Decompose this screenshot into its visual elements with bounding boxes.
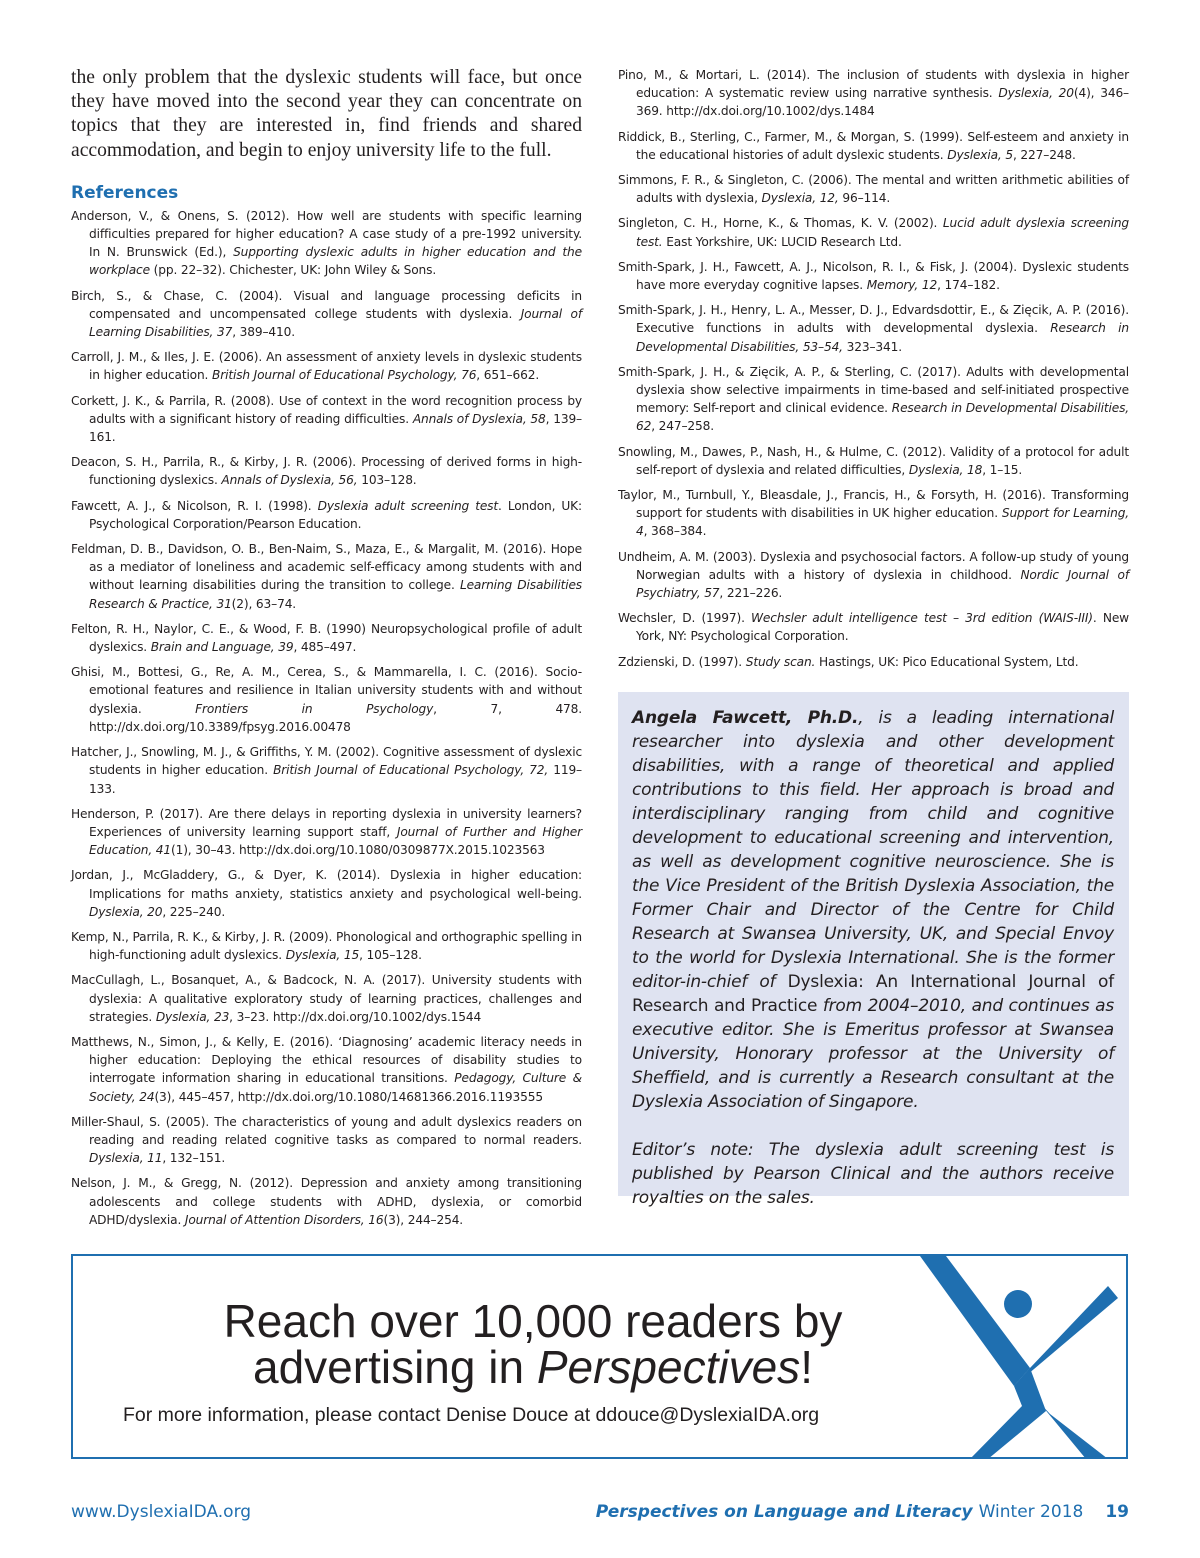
- reference-entry: Undheim, A. M. (2003). Dyslexia and psychosocial factors. A follow-up study of young Norwegian adults with a history of dyslexia in childhood. Nordic Journal of Psychiatry, 57, 221–226.: [618, 549, 1130, 601]
- author-name: Angela Fawcett, Ph.D.: [632, 708, 859, 728]
- ad-headline: [163, 1295, 903, 1393]
- bio-text-2: from 2004–2010, and continues as executive editor. She is Emeritus professor at Swansea University, Honorary professor at the University of Sheffield, and is currently a Research consultant at the Dyslexia Association of Singapore.: [632, 996, 1114, 1112]
- logo-lower-body: [970, 1368, 1046, 1459]
- reference-entry: Hatcher, J., Snowling, M. J., & Griffiths, Y. M. (2002). Cognitive assessment of dyslexic students in higher education. British Journal of Educational Psychology, 72, 119–133.: [71, 745, 582, 796]
- footer-issue: Winter 2018: [978, 1502, 1084, 1522]
- reference-entry: Miller-Shaul, S. (2005). The characteristics of young and adult dyslexics readers on reading and reading related cognitive tasks as compared to normal readers. Dyslexia, 11, 132–151.: [71, 1114, 582, 1166]
- reference-entry: Smith-Spark, J. H., & Zięcik, A. P., & Sterling, C. (2017). Adults with developmental dyslexia show selective impairments in time-based and self-initiated prospective memory: Self-report and clinical evidence. Research in Developmental Disabilities, 62, 247–258.: [618, 364, 1129, 434]
- ad-headline-line2: advertising in Perspectives!: [253, 1341, 813, 1393]
- logo-head: [1004, 1290, 1032, 1318]
- footer-website[interactable]: www.DyslexiaIDA.org: [71, 1502, 252, 1522]
- reference-entry: Henderson, P. (2017). Are there delays in reporting dyslexia in university learners? Experiences of university learning support staff, Journal of Further and Higher Education, 41(1), 30–43. http://dx.doi.org/10.1080/0309877X.2015.1023563: [71, 806, 582, 858]
- reference-entry: Wechsler, D. (1997). Wechsler adult intelligence test – 3rd edition (WAIS-III). New York, NY: Psychological Corporation.: [618, 611, 1129, 644]
- footer-page-number: 19: [1105, 1502, 1129, 1522]
- footer-right: [596, 1502, 1129, 1522]
- reference-entry: MacCullagh, L., Bosanquet, A., & Badcock, N. A. (2017). University students with dyslexia: A qualitative exploratory study of learning practices, challenges and strategies. Dyslexia, 23, 3–23. http://dx.doi.org/10.1002/dys.1544: [71, 973, 582, 1024]
- bio-text-1: , is a leading international researcher into dyslexia and other development disabilities, with a range of theoretical and applied contributions to this field. Her approach is broad and interdisciplinary ranging from child and cognitive development to educational screening and intervention, as well as development cognitive neuroscience. She is the Vice President of the British Dyslexia Association, the Former Chair and Director of the Centre for Child Research at Swansea University, UK, and Special Envoy to the world for Dyslexia International. She is the former editor-in-chief of: [632, 708, 1115, 992]
- reference-entry: Anderson, V., & Onens, S. (2012). How well are students with specific learning difficulties prepared for higher education? A case study of a pre-1992 university. In N. Brunswick (Ed.), Supporting dyslexic adults in higher education and the workplace (pp. 22–32). Chichester, UK: John Wiley & Sons.: [71, 208, 582, 278]
- reference-entry: Deacon, S. H., Parrila, R., & Kirby, J. R. (2006). Processing of derived forms in high-functioning dyslexics. Annals of Dyslexia, 56, 103–128.: [71, 455, 582, 488]
- reference-entry: Jordan, J., McGladdery, G., & Dyer, K. (2014). Dyslexia in higher education: Implications for maths anxiety, statistics anxiety and psychological well-being. Dyslexia, 20, 225–240.: [71, 868, 582, 919]
- reference-entry: Ghisi, M., Bottesi, G., Re, A. M., Cerea, S., & Mammarella, I. C. (2016). Socio-emotional features and resilience in Italian university students with and without dyslexia. Frontiers in Psychology, 7, 478. http://dx.doi.org/10.3389/fpsyg.2016.00478: [71, 665, 582, 734]
- reference-entry: Pino, M., & Mortari, L. (2014). The inclusion of students with dyslexia in higher education: A systematic review using narrative synthesis. Dyslexia, 20(4), 346–369. http://dx.doi.org/10.1002/dys.1484: [618, 68, 1129, 119]
- reference-entry: Matthews, N., Simon, J., & Kelly, E. (2016). ‘Diagnosing’ academic literacy needs in higher education: Deploying the ethical resources of disability studies to interrogate information sharing in educational transitions. Pedagogy, Culture & Society, 24(3), 445–457, http://dx.doi.org/10.1080/14681366.2016.1193555: [71, 1034, 583, 1104]
- reference-entry: Simmons, F. R., & Singleton, C. (2006). The mental and written arithmetic abilities of adults with dyslexia, Dyslexia, 12, 96–114.: [618, 173, 1129, 206]
- reference-entry: Singleton, C. H., Horne, K., & Thomas, K. V. (2002). Lucid adult dyslexia screening test. East Yorkshire, UK: LUCID Research Ltd.: [618, 216, 1129, 249]
- reference-entry: Taylor, M., Turnbull, Y., Bleasdale, J., Francis, H., & Forsyth, H. (2016). Transforming support for students with disabilities in UK higher education. Support for Learning, 4, 368–384.: [618, 488, 1130, 539]
- reference-entry: Corkett, J. K., & Parrila, R. (2008). Use of context in the word recognition process by adults with a significant history of reading difficulties. Annals of Dyslexia, 58, 139–161.: [71, 393, 582, 445]
- reference-entry: Felton, R. H., Naylor, C. E., & Wood, F. B. (1990) Neuropsychological profile of adult dyslexics. Brain and Language, 39, 485–497.: [71, 621, 582, 655]
- reference-entry: Zdzienski, D. (1997). Study scan. Hastings, UK: Pico Educational System, Ltd.: [618, 654, 1079, 669]
- references-list-right: [618, 66, 1129, 671]
- right-column: [618, 66, 1129, 678]
- advertisement-box[interactable]: [71, 1254, 1128, 1459]
- ida-figure-logo-icon: [918, 1256, 1118, 1459]
- bio-journal: Dyslexia: An International Journal of Research and Practice: [632, 972, 1114, 1016]
- ad-contact[interactable]: For more information, please contact Denise Douce at ddouce@DyslexiaIDA.org: [123, 1404, 820, 1426]
- references-heading: References: [71, 182, 179, 203]
- intro-paragraph: the only problem that the dyslexic students will face, but once they have moved into the second year they can concentrate on topics that they are interested in, find friends and shared accommodation, and begin to enjoy university life to the full.: [71, 67, 582, 161]
- author-bio-box: [618, 692, 1129, 1208]
- reference-entry: Snowling, M., Dawes, P., Nash, H., & Hulme, C. (2012). Validity of a protocol for adult self-report of dyslexia and related difficulties, Dyslexia, 18, 1–15.: [618, 444, 1129, 477]
- reference-entry: Carroll, J. M., & Iles, J. E. (2006). An assessment of anxiety levels in dyslexic students in higher education. British Journal of Educational Psychology, 76, 651–662.: [71, 350, 582, 383]
- ad-headline-line1: Reach over 10,000 readers by: [223, 1295, 843, 1347]
- logo-right-leg: [1038, 1401, 1108, 1459]
- footer-journal: Perspectives on Language and Literacy: [595, 1502, 973, 1522]
- reference-entry: Smith-Spark, J. H., Henry, L. A., Messer, D. J., Edvardsdottir, E., & Zięcik, A. P. (2016). Executive functions in adults with developmental dyslexia. Research in Developmental Disabilities, 53–54, 323–341.: [618, 303, 1129, 354]
- author-bio: [632, 706, 1114, 1114]
- reference-entry: Birch, S., & Chase, C. (2004). Visual and language processing deficits in compensated and uncompensated college students with dyslexia. Journal of Learning Disabilities, 37, 389–410.: [71, 288, 582, 340]
- left-column: [71, 66, 582, 1236]
- reference-entry: Feldman, D. B., Davidson, O. B., Ben-Naim, S., Maza, E., & Margalit, M. (2016). Hope as a mediator of loneliness and academic self-efficacy among students with and without learning disabilities during the transition to college. Learning Disabilities Research & Practice, 31(2), 63–74.: [71, 542, 582, 611]
- logo-left-arm: [920, 1256, 1030, 1386]
- reference-entry: Smith-Spark, J. H., Fawcett, A. J., Nicolson, R. I., & Fisk, J. (2004). Dyslexic students have more everyday cognitive lapses. Memory, 12, 174–182.: [618, 259, 1129, 293]
- reference-entry: Nelson, J. M., & Gregg, N. (2012). Depression and anxiety among transitioning adolescents and college students with ADHD, dyslexia, or comorbid ADHD/dyslexia. Journal of Attention Disorders, 16(3), 244–254.: [71, 1176, 582, 1227]
- reference-entry: Riddick, B., Sterling, C., Farmer, M., & Morgan, S. (1999). Self-esteem and anxiety in the educational histories of adult dyslexic students. Dyslexia, 5, 227–248.: [618, 129, 1129, 162]
- reference-entry: Fawcett, A. J., & Nicolson, R. I. (1998). Dyslexia adult screening test. London, UK: Psychological Corporation/Pearson Education.: [71, 498, 582, 531]
- references-list-left: [71, 207, 582, 1229]
- editor-note: Editor’s note: The dyslexia adult screening test is published by Pearson Clinical and the authors receive royalties on the sales.: [632, 1140, 1114, 1208]
- reference-entry: Kemp, N., Parrila, R. K., & Kirby, J. R. (2009). Phonological and orthographic spelling in high-functioning adult dyslexics. Dyslexia, 15, 105–128.: [71, 929, 582, 963]
